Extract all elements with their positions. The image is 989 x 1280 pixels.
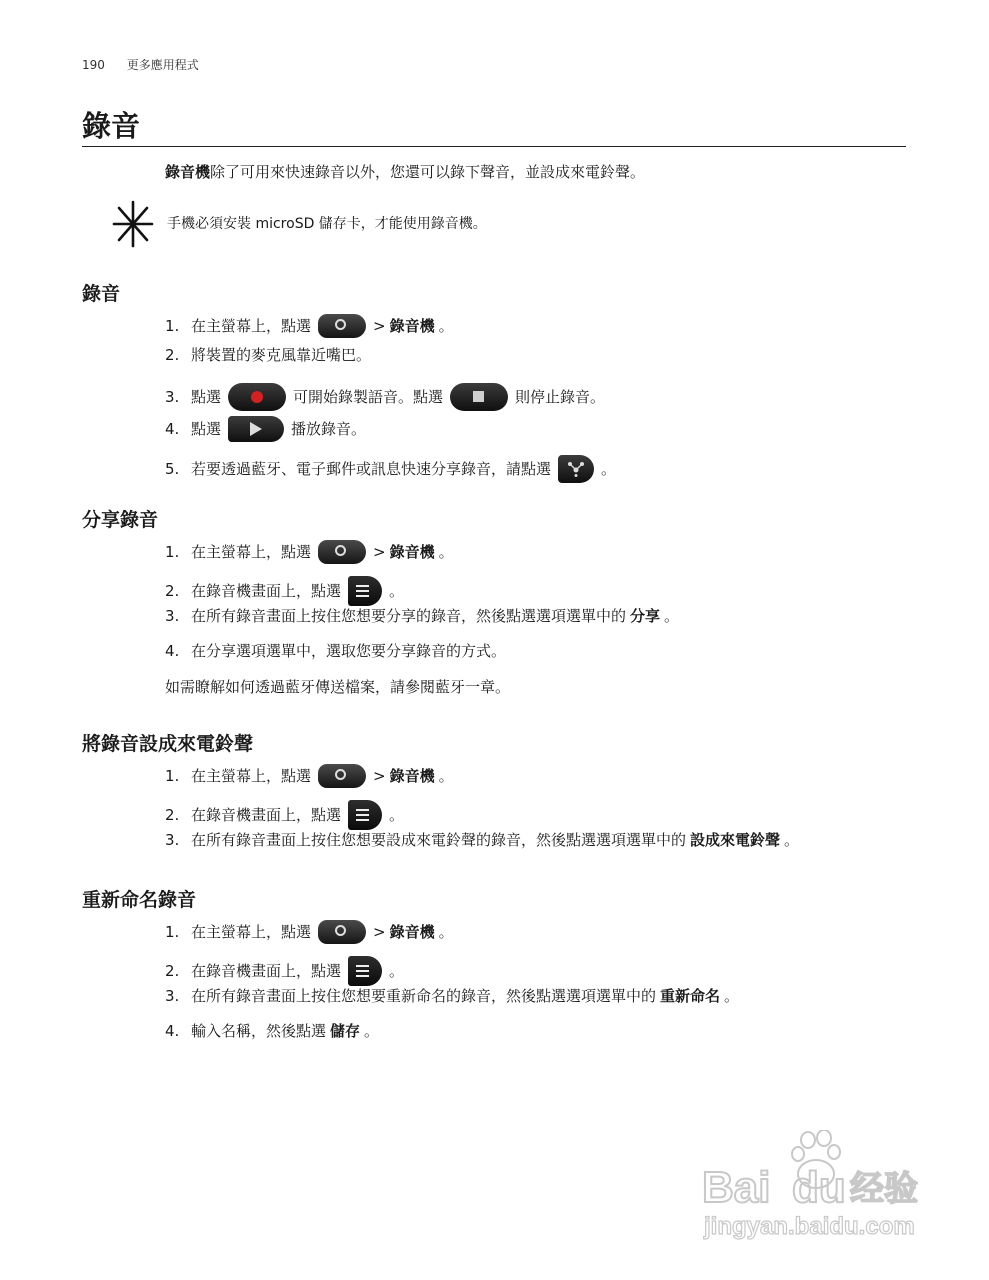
- step-text: 在所有錄音畫面上按住您想要分享的錄音，然後點選選項選單中的: [191, 607, 627, 625]
- intro-paragraph: [165, 161, 645, 183]
- step-bold: 錄音機: [389, 317, 435, 335]
- step-number: 2.: [165, 806, 180, 824]
- step-number: 1.: [165, 923, 180, 941]
- step-text: 輸入名稱，然後點選: [191, 1022, 327, 1040]
- section-heading-rename: 重新命名錄音: [82, 889, 197, 911]
- baidu-watermark-logo: [700, 1130, 940, 1250]
- svg-text:du: du: [792, 1163, 846, 1212]
- step-text: 在主螢幕上，點選: [191, 923, 312, 941]
- play-icon: [250, 422, 262, 436]
- step-end: 。: [389, 962, 405, 980]
- share-button[interactable]: [558, 455, 594, 483]
- step-number: 4.: [165, 1022, 180, 1040]
- step-number: 3.: [165, 831, 180, 849]
- ringtone-step-2: [165, 800, 404, 830]
- note-text: 手機必須安裝 microSD 儲存卡，才能使用錄音機。: [167, 216, 487, 232]
- step-end: 。: [438, 923, 454, 941]
- menu-icon: [356, 809, 369, 821]
- menu-button[interactable]: [348, 956, 382, 986]
- step-text-mid: 可開始錄製語音。點選: [293, 388, 444, 406]
- step-bold: 重新命名: [660, 987, 721, 1005]
- step-bold: 錄音機: [389, 923, 435, 941]
- svg-text:经验: 经验: [850, 1169, 918, 1209]
- step-text: 在主螢幕上，點選: [191, 543, 312, 561]
- step-text: 將裝置的麥克風靠近嘴巴。: [191, 346, 372, 364]
- chapter-title: 更多應用程式: [126, 58, 199, 72]
- step-end: 。: [438, 317, 454, 335]
- share-paragraph: 如需瞭解如何透過藍牙傳送檔案，請參閱藍牙一章。: [165, 678, 511, 696]
- note-star-icon: [110, 198, 156, 250]
- rename-step-3: [165, 985, 739, 1007]
- record-step-1: [165, 314, 454, 338]
- step-text: 在分享選項選單中，選取您要分享錄音的方式。: [191, 642, 507, 660]
- step-text-end: 播放錄音。: [291, 420, 367, 438]
- step-number: 3.: [165, 987, 180, 1005]
- step-number: 1.: [165, 543, 180, 561]
- step-text: 點選: [191, 420, 222, 438]
- step-end: 。: [389, 806, 405, 824]
- step-end: 。: [364, 1022, 380, 1040]
- page-header: [82, 56, 199, 73]
- menu-icon: [356, 585, 369, 597]
- share-step-3: [165, 605, 679, 627]
- step-text: 在所有錄音畫面上按住您想要重新命名的錄音，然後點選選項選單中的: [191, 987, 657, 1005]
- section-heading-ringtone: 將錄音設成來電鈴聲: [82, 733, 254, 755]
- share-icon: [567, 461, 585, 477]
- menu-icon: [356, 965, 369, 977]
- step-end: 。: [438, 543, 454, 561]
- step-end: 。: [438, 767, 454, 785]
- step-number: 4.: [165, 642, 180, 660]
- share-step-1: [165, 540, 454, 564]
- step-text: 在錄音機畫面上，點選: [191, 806, 342, 824]
- step-end: 。: [784, 831, 800, 849]
- title-divider: [82, 146, 906, 147]
- record-step-5: [165, 455, 616, 483]
- page-title: 錄音: [82, 109, 141, 143]
- step-text: 若要透過藍牙、電子郵件或訊息快速分享錄音，請點選: [191, 460, 552, 478]
- section-heading-share: 分享錄音: [82, 509, 159, 531]
- step-text: 點選: [191, 388, 222, 406]
- share-step-4: [165, 640, 506, 662]
- step-end: 。: [664, 607, 680, 625]
- step-arrow: >: [373, 923, 386, 941]
- step-number: 1.: [165, 767, 180, 785]
- intro-text: 除了可用來快速錄音以外，您還可以錄下聲音，並設成來電鈴聲。: [210, 163, 646, 181]
- step-arrow: >: [373, 317, 386, 335]
- record-icon: [251, 391, 263, 403]
- step-bold: 分享: [630, 607, 661, 625]
- step-end: 。: [601, 460, 617, 478]
- step-bold: 錄音機: [389, 543, 435, 561]
- section-heading-record: 錄音: [82, 283, 121, 305]
- step-text-end: 則停止錄音。: [515, 388, 606, 406]
- step-end: 。: [389, 582, 405, 600]
- home-launcher-button[interactable]: [318, 540, 366, 564]
- menu-button[interactable]: [348, 800, 382, 830]
- step-text: 在所有錄音畫面上按住您想要設成來電鈴聲的錄音，然後點選選項選單中的: [191, 831, 687, 849]
- step-number: 2.: [165, 346, 180, 364]
- page-number: 190: [82, 58, 105, 72]
- home-launcher-button[interactable]: [318, 920, 366, 944]
- step-number: 2.: [165, 962, 180, 980]
- ringtone-step-3: [165, 829, 799, 851]
- step-bold: 設成來電鈴聲: [690, 831, 781, 849]
- record-step-2: [165, 344, 371, 366]
- step-arrow: >: [373, 767, 386, 785]
- svg-text:jingyan.baidu.com: jingyan.baidu.com: [704, 1213, 915, 1240]
- rename-step-2: [165, 956, 404, 986]
- step-text: 在主螢幕上，點選: [191, 767, 312, 785]
- step-number: 5.: [165, 460, 180, 478]
- step-text: 在錄音機畫面上，點選: [191, 582, 342, 600]
- record-step-3: [165, 383, 605, 411]
- step-number: 1.: [165, 317, 180, 335]
- stop-icon: [473, 391, 484, 402]
- ringtone-step-1: [165, 764, 454, 788]
- menu-button[interactable]: [348, 576, 382, 606]
- step-number: 3.: [165, 607, 180, 625]
- home-launcher-button[interactable]: [318, 764, 366, 788]
- rename-step-4: [165, 1020, 379, 1042]
- share-step-2: [165, 576, 404, 606]
- home-launcher-button[interactable]: [318, 314, 366, 338]
- step-number: 4.: [165, 420, 180, 438]
- step-arrow: >: [373, 543, 386, 561]
- step-text: 在主螢幕上，點選: [191, 317, 312, 335]
- play-button[interactable]: [228, 416, 284, 442]
- step-bold: 儲存: [330, 1022, 361, 1040]
- step-number: 3.: [165, 388, 180, 406]
- rename-step-1: [165, 920, 454, 944]
- stop-button[interactable]: [450, 383, 508, 411]
- step-bold: 錄音機: [389, 767, 435, 785]
- intro-bold: 錄音機: [165, 163, 211, 181]
- step-number: 2.: [165, 582, 180, 600]
- svg-text:Bai: Bai: [702, 1163, 771, 1212]
- step-text: 在錄音機畫面上，點選: [191, 962, 342, 980]
- record-step-4: [165, 416, 366, 442]
- record-button[interactable]: [228, 383, 286, 411]
- step-end: 。: [724, 987, 740, 1005]
